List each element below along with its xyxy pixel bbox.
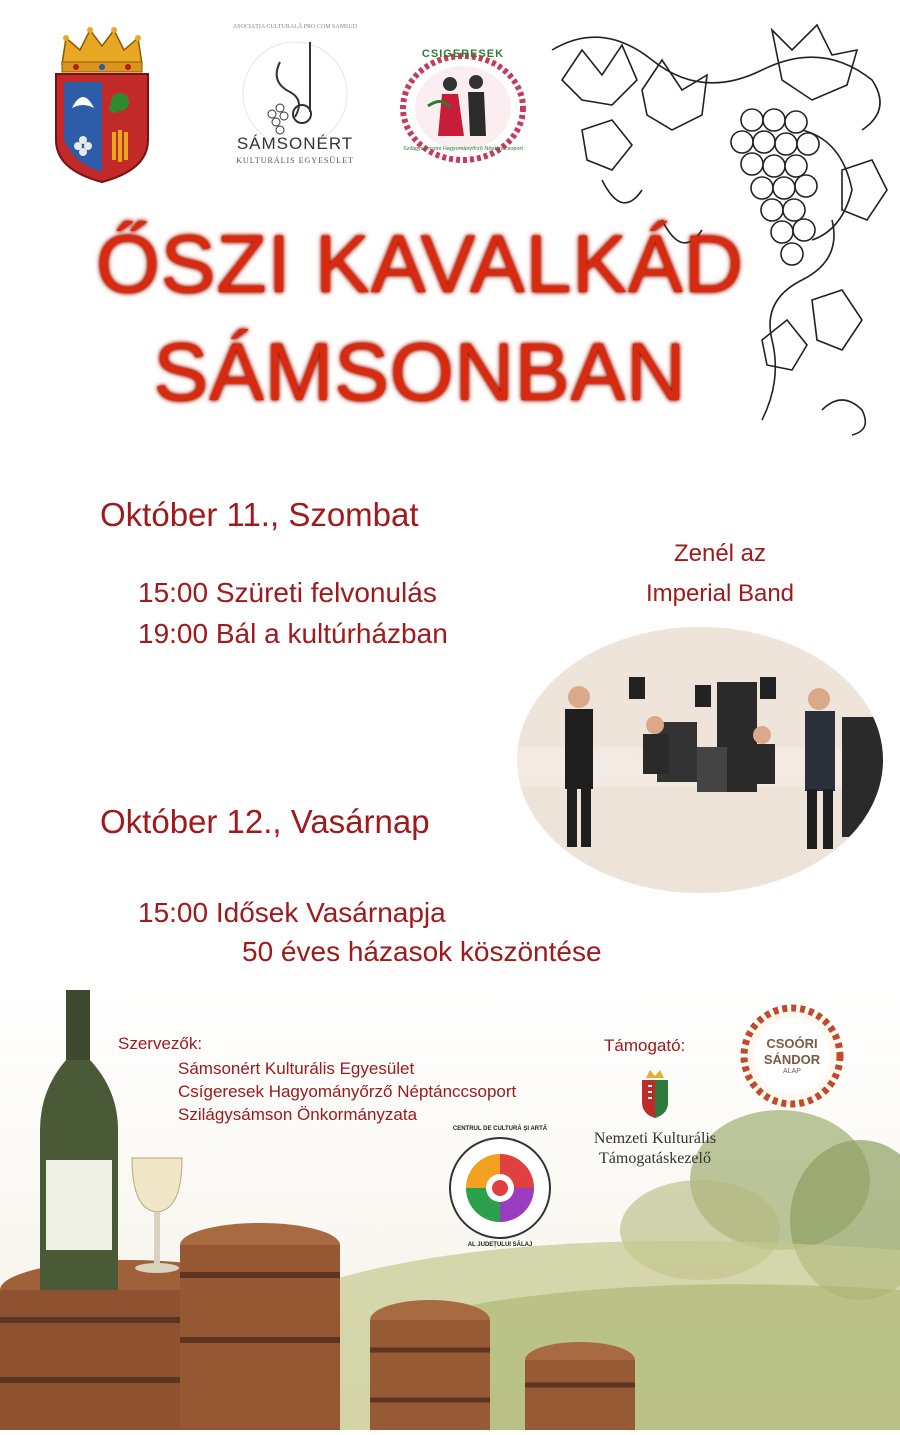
coat-of-arms-logo [52, 22, 152, 184]
page-title-line2: SÁMSONBAN [153, 327, 687, 418]
organizer-item-1: Sámsonért Kulturális Egyesület [178, 1059, 415, 1078]
centrul-cultura-logo [448, 1126, 552, 1248]
band-line1: Zenél az [673, 540, 767, 567]
csoori-line1: CSOÓRI [766, 1036, 818, 1051]
organizers-label: Szervezők: [118, 1034, 203, 1053]
csigeresek-logo [398, 46, 528, 164]
day1-event1: 15:00 Szüreti felvonulás [138, 577, 437, 608]
supporter-label: Támogató: [604, 1036, 686, 1055]
csoori-sandor-logo [740, 1004, 844, 1108]
samsonert-main-text: SÁMSONÉRT [236, 134, 354, 153]
day2-event2: 50 éves házasok köszöntése [242, 936, 602, 967]
csoori-line3: ALAP [783, 1068, 801, 1075]
csigeresek-top-text: CSIGERESEK [421, 48, 505, 60]
csigeresek-bottom-text: Szilágysámsoni Hagyományőrző Néptánccsoport [403, 146, 523, 152]
organizer-item-2: Csígeresek Hagyományőrző Néptánccsoport [178, 1082, 517, 1101]
centrul-bottom-text: AL JUDEȚULUI SĂLAJ [467, 1242, 533, 1248]
band-photo [517, 627, 883, 893]
day1-event2: 19:00 Bál a kultúrházban [138, 618, 448, 649]
day1-heading: Október 11., Szombat [100, 496, 419, 533]
samsonert-logo [210, 22, 380, 180]
organizer-item-3: Szilágysámson Önkormányzata [178, 1105, 418, 1124]
centrul-top-text: CENTRUL DE CULTURĂ ȘI ARTĂ [452, 1126, 548, 1132]
nkt-line1: Nemzeti Kulturális [593, 1130, 717, 1147]
samsonert-sub-text: KULTURÁLIS EGYESÜLET [236, 156, 354, 165]
nkt-line2: Támogatáskezelő [599, 1150, 711, 1167]
samsonert-arc-text: ASOCIAȚIA CULTURALĂ PRO COM SAMSUD [232, 24, 358, 30]
band-line2: Imperial Band [645, 580, 795, 607]
csoori-line2: SÁNDOR [763, 1052, 821, 1067]
day2-heading: Október 12., Vasárnap [100, 803, 430, 840]
page-title-line1: ŐSZI KAVALKÁD [96, 219, 744, 310]
nkt-logo [560, 1068, 750, 1178]
day2-event1: 15:00 Idősek Vasárnapja [138, 897, 446, 928]
